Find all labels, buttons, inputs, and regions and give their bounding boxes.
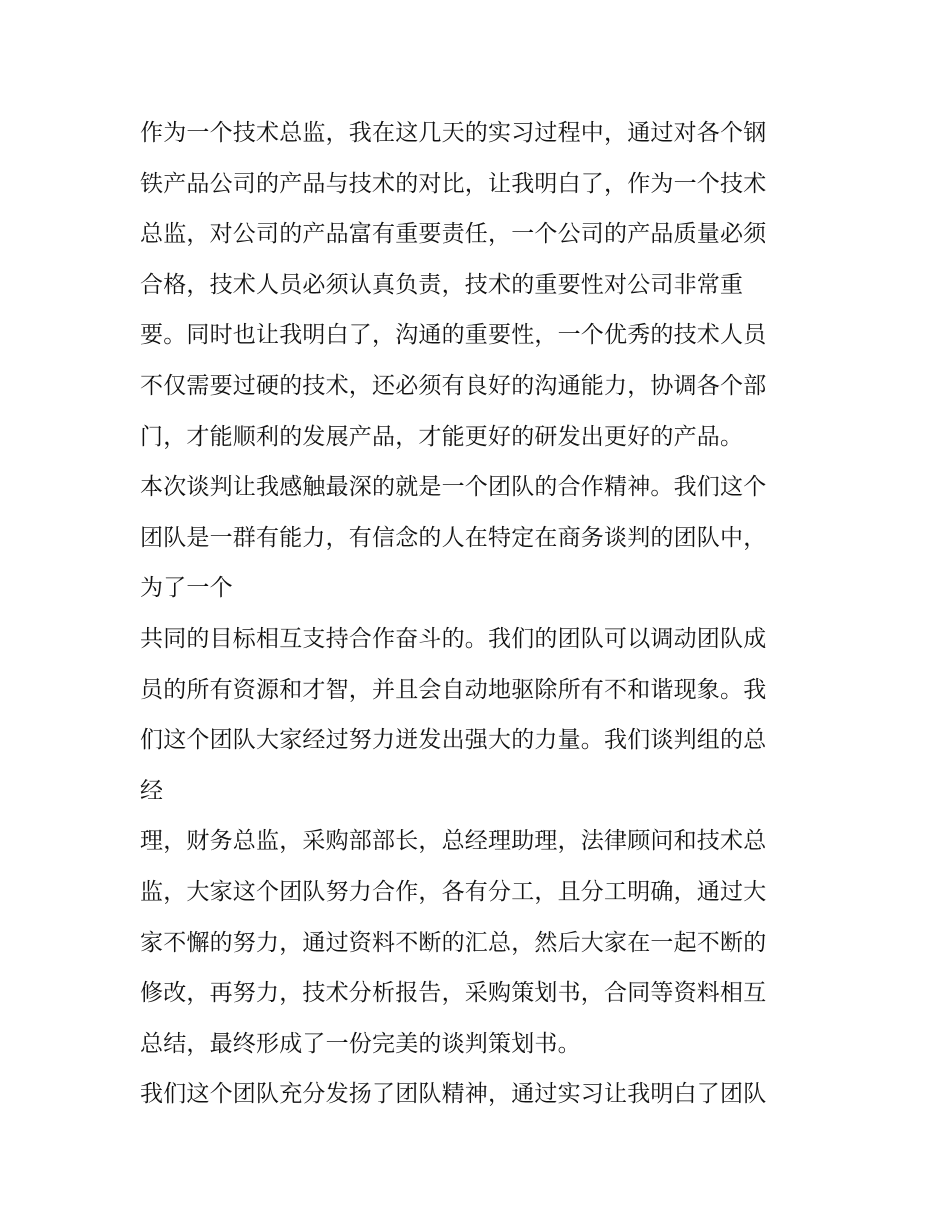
text-line: 要。同时也让我明白了，沟通的重要性，一个优秀的技术人员 (140, 322, 767, 349)
body-text (140, 108, 820, 1120)
text-line: 经 (140, 777, 164, 804)
text-line: 理，财务总监，采购部部长，总经理助理，法律顾问和技术总 (140, 828, 767, 855)
text-line: 家不懈的努力，通过资料不断的汇总，然后大家在一起不断的 (140, 929, 767, 956)
text-line: 团队是一群有能力，有信念的人在特定在商务谈判的团队中， (140, 524, 767, 551)
text-line: 本次谈判让我感触最深的就是一个团队的合作精神。我们这个 (140, 474, 767, 501)
text-line: 们这个团队大家经过努力迸发出强大的力量。我们谈判组的总 (140, 727, 767, 754)
text-line: 共同的目标相互支持合作奋斗的。我们的团队可以调动团队成 (140, 625, 767, 652)
text-line: 修改，再努力，技术分析报告，采购策划书，合同等资料相互 (140, 980, 767, 1007)
text-line: 监，大家这个团队努力合作，各有分工，且分工明确，通过大 (140, 878, 767, 905)
text-line: 合格，技术人员必须认真负责，技术的重要性对公司非常重 (140, 271, 744, 298)
text-line: 总监，对公司的产品富有重要责任，一个公司的产品质量必须 (140, 221, 767, 248)
text-line: 员的所有资源和才智，并且会自动地驱除所有不和谐现象。我 (140, 676, 767, 703)
text-line: 总结，最终形成了一份完美的谈判策划书。 (140, 1030, 581, 1057)
text-line: 作为一个技术总监，我在这几天的实习过程中，通过对各个钢 (140, 120, 767, 146)
text-line: 为了一个 (140, 575, 233, 602)
text-line: 不仅需要过硬的技术，还必须有良好的沟通能力，协调各个部 (140, 372, 767, 399)
text-line: 铁产品公司的产品与技术的对比，让我明白了，作为一个技术 (140, 170, 767, 197)
text-line: 门，才能顺利的发展产品，才能更好的研发出更好的产品。 (140, 423, 744, 450)
text-line: 我们这个团队充分发扬了团队精神，通过实习让我明白了团队 (140, 1081, 767, 1108)
